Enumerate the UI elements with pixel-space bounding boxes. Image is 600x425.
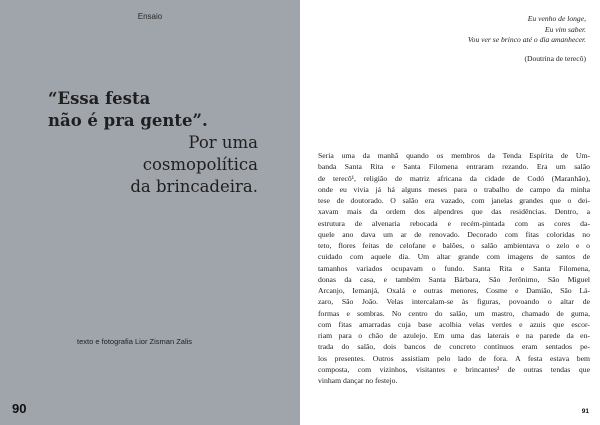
body-line: donas da casa, e também Santa Bárbara, São Jerônimo, São Miguel (318, 274, 590, 284)
epigraph-line: Vou ver se brinco até o dia amanhecer. (467, 35, 586, 45)
body-line: vinham dançar no festejo. (318, 376, 398, 385)
body-line: formas e sombras. No centro do salão, um mastro, chamado de guma, (318, 308, 590, 318)
epigraph-source: (Doutrina de terecô) (524, 54, 586, 63)
epigraph-line: Eu venho de longe, (527, 14, 586, 23)
title-line: Por uma (188, 133, 258, 152)
body-line: Arcanjo, Iemanjá, Oxalá e outras menores, Cosme e Damião, São Lá- (318, 286, 590, 295)
section-label: Ensaio (137, 12, 163, 21)
page-number-left: 90 (12, 401, 27, 416)
body-line: Seria uma da manhã quando os membros da Tenda Espírita de Um- (318, 151, 590, 160)
body-text (318, 150, 590, 386)
epigraph-line: Eu vim saber. (544, 24, 586, 34)
body-line: onde eu vivia já há alguns meses para o trabalho de campo da minha (318, 184, 590, 194)
body-line: cuidado com aquele dia. Um altar grande com imagens de santos de (318, 252, 590, 262)
right-page (300, 0, 600, 425)
body-line: tamanhos variados ocupavam o fundo. Santa Rita e Santa Filomena, (318, 263, 590, 273)
body-line: xavam mais da ordem dos alpendres que das residências. Dentro, a (318, 207, 590, 217)
body-line: riam para o chão de azulejo. Em uma das laterais e na parede da en- (318, 331, 590, 340)
body-line: de terecô¹, religião de matriz africana da cidade de Codó (Maranhão), (318, 173, 590, 183)
body-line: com fitas amarradas cuja base acolhia velas verdes e azuis que escor- (318, 319, 590, 329)
title-line: cosmopolítica (142, 155, 258, 174)
epigraph (468, 14, 586, 46)
body-line: teto, flores feitas de celofane e balões, o salão ambientava o zelo e o (318, 241, 590, 250)
body-line: composta, com vizinhos, visitantes e brincantes² de outras tendas que (318, 364, 590, 374)
body-line: banda Santa Rita e Santa Filomena entraram rezando. Era um salão (318, 162, 590, 172)
body-line: estrutura de alvenaria rebocada e recém-pintada com as cores da- (318, 218, 590, 228)
author-credit: texto e fotografia Lior Zisman Zalis (77, 337, 193, 346)
page-number-right: 91 (581, 408, 589, 415)
body-line: trada do salão, dois bancos de concreto contínuos eram sentados pe- (318, 342, 590, 352)
body-line: zaro, São João. Velas intercalam-se às figuras, povoando o altar de (318, 297, 590, 307)
title-line: não é pra gente”. (48, 111, 208, 130)
title-line: “Essa festa (48, 89, 151, 108)
body-line: quele ano dava um ar de renovado. Decorado com fitas coloridas no (318, 229, 590, 239)
body-line: tese de doutorado. O salão era vazado, com janelas grandes que o dei- (318, 196, 590, 205)
title-line: da brincadeira. (130, 177, 258, 196)
essay-title (48, 88, 258, 198)
body-line: los presentes. Outros assistiam pelo lado de fora. A festa estava bem (318, 353, 590, 363)
